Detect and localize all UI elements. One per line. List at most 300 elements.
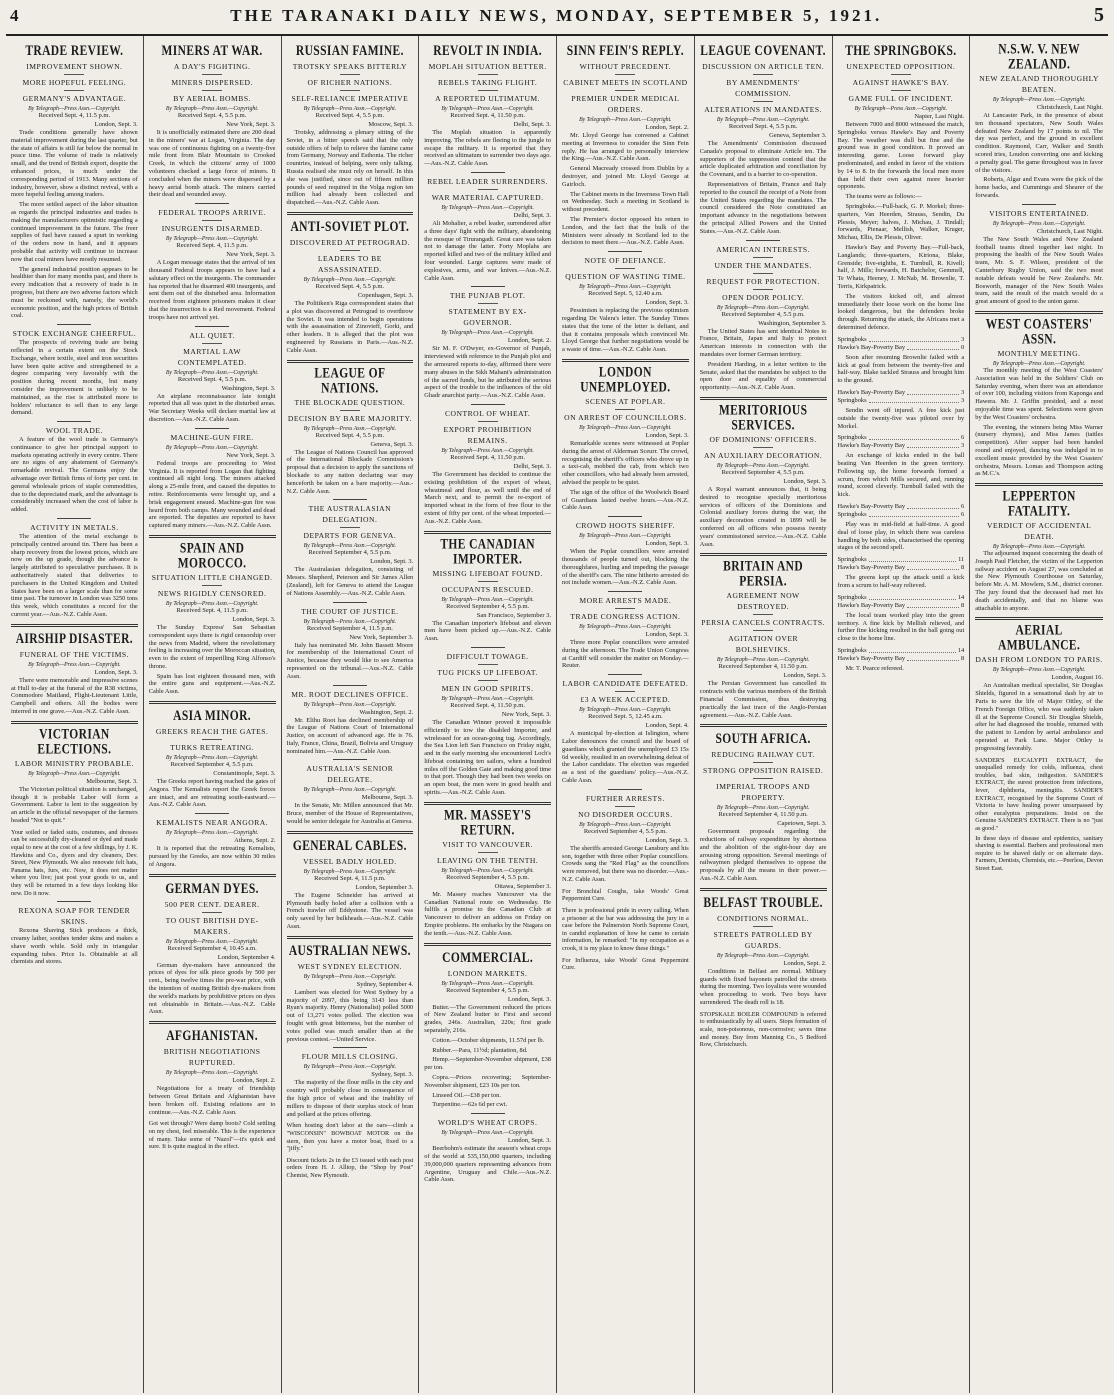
received-line: Received September 4, 11.50 p.m. — [718, 811, 808, 819]
received-line: Received Sept. 4, 11.50 p.m. — [450, 453, 525, 461]
paragraph: Roberts, Algar and Evans were the pick of the home backs, and Cummings and Shearer of the forwards. — [975, 176, 1103, 199]
paragraph: Federal troops are proceeding to West Virginia. It is reported from Logan that fighting continued all night long. The miners attacked along a 25-mile front, and caused the deputies to retire. Reinforcements were brought up, and a brisk engagement ensued. Machine-gun fire was heard from both camps. Many wounded and dead are reported. The deputies are reported to have captured many miners.—Aus.-N.Z. Cable Assn. — [148, 459, 276, 530]
wire-credit: By Telegraph—Press Assn.—Copyright. — [165, 938, 259, 945]
paragraph: Ali Mohalier, a rebel leader, surrendered after a three days' fight with the military, abandoning the mosque of Tirurangadi. Great care was taken not to damage the latter. Forty Moplahs are reported killed and two of the military killed and four wounded. Large captures were made of explosives, arms, and war knives.—Aus.-N.Z. Cable Assn. — [424, 219, 551, 282]
paragraph: Butter.—The Government reduced the prices of New Zealand butter to First and second grades, 246s. Australian, 220s; first grade separately, 216s. — [424, 1003, 551, 1035]
leader-dots — [869, 511, 959, 517]
article — [975, 757, 1103, 873]
section-rule — [195, 326, 229, 327]
article — [562, 516, 689, 587]
paragraph: Discount tickets 2s in the £3 issued with each post orders from H. J. Alltop, the "Shop by Post" Chemist, New Plymouth. — [286, 1156, 414, 1179]
dateline: London, Sept. 3. — [370, 558, 414, 566]
score-row — [838, 503, 965, 511]
dateline: London, Sept. 4. — [645, 722, 689, 730]
article-subheading: DISCOVERED AT PETROGRAD. — [289, 237, 410, 247]
score-table — [838, 594, 965, 610]
article-subheading: MONTHLY MEETING. — [997, 348, 1081, 358]
paragraph: The visitors kicked off, and almost immediately their loose work on the home line looked dangerous, but the defenders broke through. Returning the attack, the Africans met a determined defence. — [837, 292, 965, 331]
article-subheading: A REPORTED ULTIMATUM. — [424, 90, 551, 104]
paragraph: The United States has sent identical Notes to France, Britain, Japan and Italy to protect American interests in connection with the mandates over former German territory. — [699, 327, 827, 358]
article-headline: LEAGUE OF NATIONS. — [314, 365, 386, 396]
article — [287, 212, 414, 355]
dateline: New York, Sept. 3. — [501, 710, 551, 718]
article-subheading: WAR MATERIAL CAPTURED. — [424, 189, 551, 203]
article-subheading: LEADERS TO BE ASSASSINATED. — [287, 250, 414, 275]
paragraph: For Bronchial Coughs, take Woods' Great Peppermint Cure. — [562, 887, 689, 903]
article-subheading: DECISION BY BARE MAJORITY. — [287, 410, 414, 424]
wire-credit: By Telegraph—Press Assn.—Copyright. — [165, 369, 259, 376]
article-divider — [287, 936, 414, 939]
column-8 — [970, 36, 1108, 1393]
paragraph: Mr. Elihu Root has declined membership of the League of Nations Court of International Justice, on account of advanced age. He is 76. Italy, France, China, Brazil, Bolivia and Uruguay nominated him.—Aus.-N.Z. Cable Assn. — [286, 716, 414, 755]
dateline: London, September 3. — [355, 883, 414, 891]
leader-dots — [907, 655, 959, 661]
article-subheading: DEPARTS FOR GENEVA. — [287, 527, 414, 541]
article — [149, 43, 276, 199]
article-subheading: OPEN DOOR POLICY. — [700, 289, 827, 303]
team-name: Hawke's Bay-Poverty Bay — [837, 343, 906, 351]
section-rule — [746, 240, 780, 241]
article-headline: ASIA MINOR. — [173, 708, 252, 724]
newspaper-title: THE TARANAKI DAILY NEWS, MONDAY, SEPTEMBER 5, 1921. — [230, 6, 883, 25]
wire-credit: By Telegraph—Press Assn.—Copyright. — [165, 444, 259, 451]
paragraph: The Victorian political situation is unchanged, though it is probable Labor will form a Government. Labor is lent to the suggestion by an article in the official newspaper of the farmers headed "Not to quit." — [11, 785, 138, 824]
article-subheading: OF DOMINIONS' OFFICERS. — [709, 434, 817, 444]
article-headline: AERIAL AMBULANCE. — [997, 623, 1081, 654]
dateline: Geneva, September 3. — [769, 132, 827, 139]
wire-credit: By Telegraph—Press Assn.—Copyright. — [441, 106, 534, 112]
article-subheading: REQUEST FOR PROTECTION. — [700, 273, 827, 287]
article-headline: MERITORIOUS SERVICES. — [718, 402, 808, 433]
article — [838, 503, 965, 552]
article — [838, 556, 965, 590]
article-subheading: STATEMENT BY EX-GOVERNOR. — [424, 303, 551, 328]
paragraph: Soon after resuming Brownlie failed with a kick at goal from between the twenty-five and half-way. Blake tackled Strauss and brought him to the ground. — [837, 353, 965, 385]
article-subheading: MR. ROOT DECLINES OFFICE. — [291, 689, 409, 699]
paragraph: Pessimism is replacing the previous optimism regarding De Valera's letter. The Sunday Times states that the tone of the letter is defiant, and that it contains proposals which convinced Mr. Lloyd George that further negotiations would be a waste of time.—Aus.-N.Z. Cable Assn. — [562, 307, 689, 354]
paragraph: Beerbohm's estimate the season's wheat crops of the world at 535,150,000 quarters, including 39,000,000 quarters representing advances from Argentine, Uruguay and Chile.—Aus.-N.Z. Cable Assn. — [424, 1145, 551, 1184]
article-subheading: MORE ARRESTS MADE. — [579, 596, 672, 606]
article — [838, 647, 965, 673]
article — [287, 43, 414, 207]
dateline: Sydney, September 4. — [356, 980, 414, 988]
article-divider — [424, 943, 551, 946]
article-subheading: ACTIVITY IN METALS. — [30, 523, 119, 533]
dateline: Capetown, Sept. 3. — [777, 820, 827, 828]
team-name: Hawke's Bay-Poverty Bay — [837, 503, 906, 511]
article — [838, 43, 965, 332]
column-5 — [557, 36, 695, 1393]
article-subheading: WOOL TRADE. — [45, 426, 103, 436]
article — [424, 286, 551, 400]
article-divider — [149, 1021, 276, 1024]
article-divider — [287, 831, 414, 834]
paragraph: Sir M. F. O'Dwyer, ex-Governor of Punjab, interviewed with reference to the Punjab plot and the armoured reports to-day, affirmed there were many abuses in the Sikh Mahant's administration of the sacred funds, but he attributed the serious aspect of the trouble to the influences of the old Ghadr anarchist party.—Aus.-N.Z. Cable Assn. — [424, 345, 551, 400]
dateline: London, Sept. 3. — [645, 631, 689, 639]
received-line: Received Sept. 4, 11.5 p.m. — [314, 874, 386, 882]
article-subheading: NEWS RIGIDLY CENSORED. — [149, 585, 276, 599]
article-subheading: TO OUST BRITISH DYE-MAKERS. — [149, 912, 276, 937]
dateline: London, August 16. — [1051, 674, 1103, 682]
team-name: Springboks — [837, 593, 867, 601]
article — [287, 759, 414, 825]
received-line: Received Sept. 4, 5.5 p.m. — [177, 112, 247, 119]
paragraph: In the Senate, Mr. Millen announced that Mr. Bruce, member of the House of Representatives, would be senior delegate for Australia at Geneva. — [286, 802, 414, 826]
article — [149, 1120, 276, 1150]
article-headline: MR. MASSEY'S RETURN. — [444, 807, 532, 838]
paragraph: Mr. T. Pearce refereed. — [845, 665, 904, 673]
section-rule — [57, 518, 91, 519]
wire-credit: By Telegraph—Press Assn.—Copyright. — [992, 220, 1086, 227]
dateline: Delhi, Sept. 3. — [513, 121, 551, 128]
article-headline: GERMAN DYES. — [165, 881, 259, 897]
dateline: New York, Sept. 3. — [226, 251, 276, 259]
paragraph: Rubber.—Para, 11½d; plantation, 8d. — [432, 1046, 528, 1054]
section-rule — [57, 421, 91, 422]
dateline: Washington, September 3. — [758, 319, 827, 327]
article-headline: TRADE REVIEW. — [25, 43, 124, 59]
article — [287, 936, 414, 1044]
section-rule — [195, 203, 229, 204]
article-headline: THE SPRINGBOKS. — [845, 43, 957, 59]
received-line: Received September 4, 5.5 p.m. — [446, 986, 530, 994]
article-subheading: TURKS RETREATING. — [149, 739, 276, 753]
article-divider — [149, 535, 276, 538]
wire-credit: By Telegraph—Press Assn.—Copyright. — [579, 424, 672, 431]
article — [975, 311, 1103, 478]
score-row — [838, 336, 965, 344]
article — [424, 647, 551, 797]
page-number-left: 4 — [10, 6, 19, 25]
paragraph: Remarkable scenes were witnessed at Poplar during the arrest of Alderman Sceurr. The crowd, recognising the sheriff's officers who drove up in a taxi-cab, mobbed the cab, from which two other councillors, who had already been arrested, advised the people to be quiet. — [562, 439, 689, 486]
article — [11, 324, 138, 417]
article-subheading: VERDICT OF ACCIDENTAL DEATH. — [986, 521, 1092, 542]
received-line: Received Sept. 4, 11.50 p.m. — [450, 701, 525, 709]
section-rule — [333, 499, 367, 500]
team-score: 8 — [961, 601, 965, 609]
paragraph: Lambert was elected for West Sydney by a majority of 2097, this being 3143 less than Ryan's majority. Henry (Nationalist) polled 5000 out of 13,271 votes polled. The election was fought with great bitterness, but the number of votes polled was much smaller than at the previous contest.—United Service. — [286, 988, 414, 1043]
article-subheading: REBELS TAKING FLIGHT. — [424, 74, 551, 88]
section-rule — [333, 759, 367, 760]
article-headline: GENERAL CABLES. — [292, 838, 407, 854]
article-headline: ANTI-SOVIET PLOT. — [290, 219, 410, 235]
wire-credit: By Telegraph—Press Assn.—Copyright. — [992, 97, 1086, 103]
paragraph: The Cabinet meets in the Inverness Town Hall on Wednesday. Such a meeting in Scotland is without precedent. — [562, 190, 689, 214]
paragraph: General Macready crossed from Dublin by a destroyer, and joined Mr. Lloyd George at Gairloch. — [562, 165, 689, 188]
dateline: Melbourne, Sept. 3. — [86, 777, 138, 785]
wire-credit: By Telegraph—Press Assn.—Copyright. — [441, 867, 534, 874]
article — [149, 874, 276, 1017]
article-subheading: AMERICAN INTERESTS. — [716, 244, 811, 254]
article-subheading: DIFFICULT TOWAGE. — [446, 651, 529, 661]
article-subheading: STRONG OPPOSITION RAISED. — [700, 762, 827, 776]
article-subheading: OCCUPANTS RESCUED. — [424, 581, 551, 595]
paragraph: Turpentine.—62s 6d per cwt. — [432, 1101, 508, 1109]
team-name: Hawke's Bay-Poverty Bay — [837, 601, 906, 609]
article-subheading: £3 A WEEK ACCEPTED. — [562, 691, 689, 705]
paragraph: A feature of the wool trade is Germany's continuance to give her principal support to markets operating actively in every centre. There are no signs of any abatement of Germany's remarkable revival. The Germans enjoy the advantage over British firms of forty per cent. in general wholesale prices of staple commodities, due to the depreciated mark, and the advantage is considerably increased when the cost of labor is added. — [11, 436, 138, 514]
article-subheading: VISIT TO VANCOUVER. — [442, 839, 534, 849]
team-name: Hawke's Bay-Poverty Bay — [837, 442, 906, 450]
article-divider — [11, 624, 138, 627]
article-subheading: FLOUR MILLS CLOSING. — [301, 1052, 399, 1062]
article-subheading: WEST SYDNEY ELECTION. — [297, 961, 403, 971]
article-divider — [149, 874, 276, 877]
article — [287, 499, 414, 597]
article — [149, 203, 276, 321]
leader-dots — [907, 344, 959, 350]
team-score: 6 — [961, 511, 965, 519]
paragraph: The Eugene Schneider has arrived at Plymouth badly holed after a collision with a French trawler off Eddystone. The vessel was only saved by her bulkheads.—Aus.-N.Z. Cable Assn. — [286, 891, 414, 931]
wire-credit: By Telegraph—Press Assn.—Copyright. — [28, 106, 121, 112]
score-row — [838, 511, 965, 519]
article-subheading: IMPROVEMENT SHOWN. — [26, 62, 123, 71]
dateline: Melbourne, Sept. 3. — [361, 794, 414, 802]
team-score: 8 — [961, 655, 965, 663]
received-line: Received September 4, 5.5 p.m. — [721, 468, 805, 476]
team-score: 3 — [961, 396, 965, 404]
article-divider — [424, 531, 551, 534]
received-line: Received Sept. 4, 11.5 p.m. — [38, 112, 111, 119]
article-subheading: LABOR CANDIDATE DEFEATED. — [562, 679, 689, 689]
article — [287, 685, 414, 756]
article — [424, 531, 551, 643]
paragraph: The Greeks report having reached the gates of Angora. The Kemalists report the Greek forces are intact, and are retreating south-eastward.—Aus.-N.Z. Cable Assn. — [148, 778, 276, 809]
received-line: Received September 4, 5.5 p.m. — [721, 310, 805, 318]
article — [11, 421, 138, 514]
article-subheading: AN AUXILIARY DECORATION. — [700, 447, 827, 461]
article-subheading: LABOR MINISTRY PROBABLE. — [14, 758, 134, 768]
paragraph: When the Poplar councillors were arrested thousands of people turned out, blocking the thoroughfares, hurling and impeding the passage of the sheriff's cars. The nine hitherto arrested do not include women.—Aus.-N.Z. Cable Assn. — [562, 548, 689, 587]
received-line: Received Sept. 5, 12.40 a.m. — [588, 290, 663, 298]
dateline: London, Sept. 3. — [783, 672, 827, 680]
wire-credit: By Telegraph—Press Assn.—Copyright. — [441, 1130, 534, 1137]
article-subheading: REBEL LEADER SURRENDERS. — [427, 176, 549, 186]
article — [700, 888, 827, 1007]
score-row — [838, 344, 965, 352]
article-divider — [149, 701, 276, 704]
dateline: Athens, Sept. 2. — [234, 837, 276, 845]
article — [424, 43, 551, 168]
paragraph: The more settled aspect of the labor situation as regards the principal industries and trades is making the manufacturers optimistic regarding a continued improvement in the future. The freer supplies of fuel have caused a spurt in working of the orders now in hand, and it appears probable that activity will continue to increase now that coal miners have mostly resumed. — [11, 201, 138, 263]
paragraph: A Logan message states that the arrival of ten thousand Federal troops appears to have had a salutary effect on the insurgents. The commander has reported that he disarmed 400 insurgents, and sent them out of the disturbed area. Information received from eighteen prisoners makes it clear that the insurrection is a Red movement. Federal troops have not arrived yet. — [148, 259, 276, 321]
article-subheading: THE COURT OF JUSTICE. — [301, 606, 399, 616]
dateline: London, September 4. — [217, 953, 276, 961]
received-line: Received Sept. 4, 5.5 p.m. — [315, 282, 385, 290]
team-score: 6 — [961, 503, 965, 511]
leader-dots — [907, 564, 959, 570]
dateline: Copenhagen, Sept. 3. — [357, 291, 414, 299]
score-row — [838, 602, 965, 610]
paragraph: The general industrial position appears to be healthier than for many months past, and there is every indication that a recovery of trade is in progress, but there are two adverse factors which must be reckoned with, namely, the world's economic position, and the high prices of British coal. — [11, 265, 138, 320]
article — [562, 251, 689, 354]
wire-credit: By Telegraph—Press Assn.—Copyright. — [165, 106, 259, 112]
article — [424, 1113, 551, 1184]
score-row — [838, 397, 965, 405]
paragraph: Trade conditions generally have shown material improvement during the last quarter, but the state of affairs is still far below the normal in peace time. The volume of trade is relatively small, and the trend of British export, despite the enhanced prices, is much under the corresponding period of 1913. Many sections of industry, however, show a distinct revival, with a more hopeful feeling among traders. — [11, 129, 138, 199]
article-subheading: SELF-RELIANCE IMPERATIVE — [287, 90, 414, 104]
wire-credit: By Telegraph—Press Assn.—Copyright. — [716, 805, 810, 812]
leader-dots — [869, 397, 959, 403]
paragraph: A Royal warrant announces that, it being desired to recognise specially meritorious services of officers of the Dominions and Colonial auxiliary forces during the war, the auxiliary decoration created in 1899 will be conferred on all officers who possess twenty years' commissioned service.—Aus.-N.Z. Cable Assn. — [699, 485, 827, 548]
score-row — [838, 434, 965, 442]
dateline: London, Sept. 3. — [507, 1137, 551, 1145]
paragraph: Linseed Oil.—£38 per ton. — [432, 1091, 501, 1099]
section-rule — [333, 1047, 367, 1048]
article — [838, 594, 965, 643]
dateline: Ottawa, September 3. — [494, 882, 551, 890]
article-subheading: STOCK EXCHANGE CHEERFUL. — [12, 329, 137, 339]
wire-credit: By Telegraph—Press Assn.—Copyright. — [992, 360, 1086, 367]
section-rule — [471, 647, 505, 648]
leader-dots — [907, 602, 959, 608]
dateline: Geneva, Sept. 3. — [370, 440, 414, 448]
team-name: Springboks — [837, 511, 867, 519]
article-subheading: VISITORS ENTERTAINED. — [989, 208, 1090, 218]
article-subheading: UNEXPECTED OPPOSITION. — [846, 62, 956, 71]
paragraph: The evening, the winners being Miss Warner (nursery rhymes), and Miss James (tattles competition). After supper had been handed round and enjoyed, dancing was indulged in to excellent music provided by the West Coasters' orchestra, Messrs. Lomas and Thompson acting as M.C.'s. — [975, 423, 1103, 478]
article-subheading: REDUCING RAILWAY CUT. — [711, 750, 815, 760]
wire-credit: By Telegraph—Press Assn.—Copyright. — [579, 284, 672, 291]
received-line: Received September 4, 5.5 p.m. — [583, 827, 667, 835]
section-rule — [608, 789, 642, 790]
wire-credit: By Telegraph—Press Assn.—Copyright. — [716, 462, 810, 469]
article — [11, 518, 138, 619]
wire-credit: By Telegraph—Press Assn.—Copyright. — [165, 830, 259, 837]
paragraph: An airplane reconnaissance late tonight reported that all was quiet in the disturbed areas. War Secretary Weeks will declare martial law at discretion.—Aus.-N.Z. Cable Assn. — [148, 392, 276, 423]
leader-dots — [869, 594, 956, 600]
received-line: Received Sept. 4, 11.5 p.m. — [176, 606, 248, 614]
team-score: 8 — [961, 564, 965, 572]
article-subheading: DASH FROM LONDON TO PARIS. — [975, 655, 1103, 665]
paragraph: The majority of the flour mills in the city and country will probably close in consequence of the high price of wheat and the inability of millers to dispose of their surplus stock of bran and pollard at the prices offering. — [286, 1079, 414, 1118]
article-subheading: MORE HOPEFUL FEELING. — [11, 74, 138, 88]
article-subheading: THE BLOCKADE QUESTION. — [294, 397, 406, 407]
article-divider — [287, 212, 414, 215]
article — [149, 535, 276, 696]
wire-credit: By Telegraph—Press Assn.—Copyright. — [28, 661, 121, 668]
dateline: London, Sept. 3. — [94, 668, 138, 676]
article-subheading: AGREEMENT NOW DESTROYED. — [726, 591, 800, 612]
wire-credit: By Telegraph—Press Assn.—Copyright. — [579, 624, 672, 631]
article-headline: BELFAST TROUBLE. — [703, 895, 823, 911]
score-table — [838, 556, 965, 572]
team-name: Springboks — [837, 434, 867, 442]
article-subheading: KEMALISTS NEAR ANGORA. — [156, 818, 269, 828]
dateline: Washington, Sept. 3. — [221, 384, 276, 392]
paragraph: The Premier's doctor opposed his return to London, and the fact that the bulk of the Ministers were already in Scotland led to the decision to meet there.—Aus.-N.Z. Cable Assn. — [562, 215, 689, 247]
team-score: 14 — [957, 593, 965, 601]
score-row — [838, 647, 965, 655]
wire-credit: By Telegraph—Press Assn.—Copyright. — [579, 533, 672, 540]
article-subheading: AGITATION OVER BOLSHEVIKS. — [700, 630, 827, 655]
article-subheading: A DAY'S FIGHTING. — [173, 62, 251, 71]
score-table — [838, 434, 965, 450]
dateline: Delhi, Sept. 3. — [513, 462, 551, 470]
article-subheading: SCENES AT POPLAR. — [585, 396, 666, 406]
section-rule — [57, 901, 91, 902]
article — [11, 829, 138, 897]
paragraph: The Politiken's Riga correspondent states that a plot was discovered at Petrograd to overthrow the Soviet. It was intended to begin operations with the assassination of Zinovieff, Gorki, and other leaders. It is alleged that the plot was engineered by Russians in Paris.—Aus.-N.Z. Cable Assn. — [286, 299, 414, 354]
article — [287, 1122, 414, 1152]
article-headline: N.S.W. V. NEW ZEALAND. — [998, 42, 1080, 72]
paragraph: The Canadian Winner proved it impossible efficiently to tow the disabled Importer, and wirelessed for an ocean-going tug. Accordingly, the Sea Lion left San Francisco on Friday night, and in the early morning she encountered Loch's lifeboat containing ten sailors, when a hundred miles off the Golden Gate and making good time to that port. Though they had been two weeks on an open boat, the men were in good health and spirits.—Aus.-N.Z. Cable Assn. — [424, 718, 551, 797]
article — [424, 802, 551, 938]
article-subheading: THE AUSTRALASIAN DELEGATION. — [308, 504, 392, 525]
section-rule — [608, 591, 642, 592]
article — [287, 831, 414, 931]
article-subheading: BRITISH NEGOTIATIONS RUPTURED. — [163, 1047, 261, 1068]
wire-credit: By Telegraph—Press Assn.—Copyright. — [303, 1064, 397, 1071]
received-line: Received Sept. 5, 12.45 a.m. — [588, 713, 663, 721]
dateline: Delhi, Sept. 3. — [513, 211, 551, 219]
article — [700, 724, 827, 883]
team-score: 14 — [957, 647, 965, 655]
dateline: San Francisco, September 3. — [476, 611, 551, 619]
article — [700, 553, 827, 719]
article-subheading: FEDERAL TROOPS ARRIVE. — [158, 208, 266, 218]
score-row — [838, 556, 965, 564]
paragraph: Got wet through? Were damp boots? Cold settling on my chest, feel miserable. This is the experience of many. Take some of "Nazol"—it's quick and sure. It is quite magical in the effect. — [148, 1120, 276, 1151]
score-table — [838, 389, 965, 405]
paragraph: There were memorable and impressive scenes at Hull to-day at the funeral of the R38 victims, Commodore Maitland, Flight-Lieutenant Little, Campbell and others. All the bodies were interred in one grave.—Aus.-N.Z. Cable Assn. — [11, 676, 138, 716]
received-line: Received September 4, 10.45 a.m. — [167, 944, 257, 952]
leader-dots — [869, 434, 959, 440]
wire-credit: By Telegraph—Press Assn.—Copyright. — [303, 106, 397, 112]
paragraph: The adjourned inquest concerning the death of Joseph Paul Fletcher, the victim of the Lepperton railway accident on August 27, was concluded at the New Plymouth Courthouse on Saturday, before Mr. A. M. Mowlem, S.M., district coroner. The jury found that the deceased had met his death accidentally, and that no blame was attachable to anyone. — [975, 550, 1103, 612]
dateline: London, Sept. 2. — [232, 1077, 276, 1085]
article — [562, 359, 689, 512]
team-name: Springboks — [837, 396, 867, 404]
wire-credit: By Telegraph—Press Assn.—Copyright. — [303, 543, 397, 550]
article — [700, 43, 827, 236]
received-line: Received Sept. 4, 5.5 p.m. — [177, 375, 247, 383]
score-table — [838, 336, 965, 352]
article-subheading: WORLD'S WHEAT CROPS. — [437, 1118, 538, 1128]
paragraph: Between 7000 and 8000 witnessed the match, Springboks versus Hawke's Bay and Poverty Bay. The weather was dull but fine and the ground was in good condition. It proved an interesting game. Loose forward play predominated, and ended in favor of the visitors by 14 to 8. In the forwards the local men more than held their own against more heavier opponents. — [837, 121, 965, 191]
section-rule — [471, 1113, 505, 1114]
article-subheading: THE PUNJAB PLOT. — [449, 291, 526, 301]
team-name: Hawke's Bay-Poverty Bay — [837, 564, 906, 572]
article-subheading: CONTROL OF WHEAT. — [444, 408, 531, 418]
received-line: Received Sept. 4, 5.5 p.m. — [315, 112, 385, 119]
article-subheading: ALTERATIONS IN MANDATES. — [700, 101, 827, 115]
article-divider — [562, 359, 689, 362]
team-score: 0 — [961, 343, 965, 351]
wire-credit: By Telegraph—Press Assn.—Copyright. — [992, 667, 1086, 674]
article-divider — [975, 311, 1103, 314]
column-1 — [6, 36, 144, 1393]
paragraph: The sign of the office of the Woolwich Board of Guardians lasted twelve hours.—Aus.-N.Z. Cable Assn. — [562, 488, 689, 512]
article-subheading: UNDER THE MANDATES. — [700, 257, 827, 271]
article-headline: LONDON UNEMPLOYED. — [580, 364, 671, 395]
article-subheading: AUSTRALIA'S SENIOR DELEGATE. — [306, 764, 394, 785]
dateline: London, Sept. 3. — [783, 477, 827, 485]
dateline: London, Sept. 2. — [507, 337, 551, 345]
wire-credit: By Telegraph—Press Assn.—Copyright. — [716, 304, 810, 311]
article-divider — [700, 888, 827, 891]
article-subheading: TUG PICKS UP LIFEBOAT. — [424, 664, 551, 678]
article-headline: VICTORIAN ELECTIONS. — [37, 726, 112, 757]
wire-credit: By Telegraph—Press Assn.—Copyright. — [716, 952, 810, 959]
article-subheading: CROWD HOOTS SHERIFF. — [575, 521, 675, 531]
received-line: Received September 4, 5.5 p.m. — [308, 549, 392, 557]
article-subheading: TROTSKY SPEAKS BITTERLY — [292, 62, 407, 71]
dateline: London, Sept. 3. — [645, 836, 689, 844]
dateline: London, Sept. 2. — [645, 124, 689, 131]
wire-credit: By Telegraph—Press Assn.—Copyright. — [441, 447, 534, 454]
article-headline: SPAIN AND MOROCCO. — [177, 540, 247, 571]
